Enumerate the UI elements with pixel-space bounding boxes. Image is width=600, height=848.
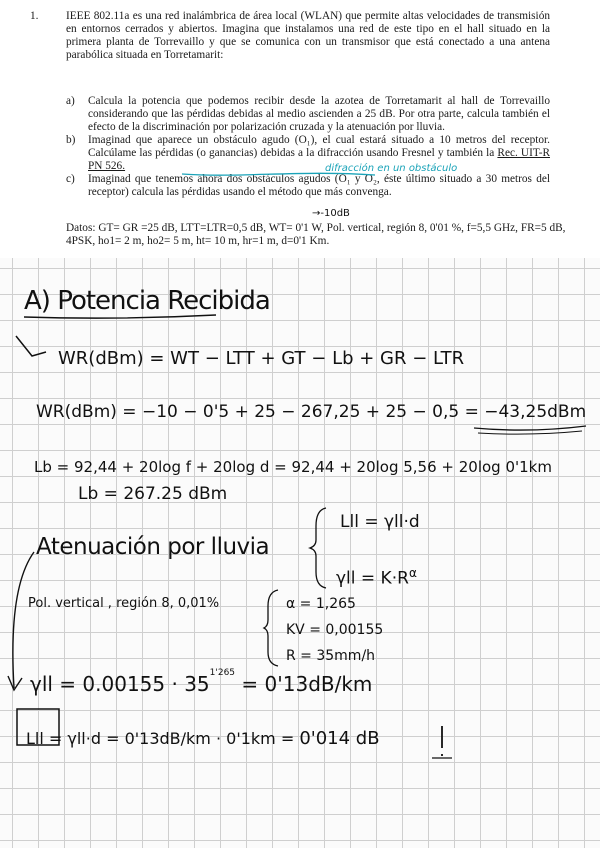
exercise-number: 1. <box>30 10 39 22</box>
item-b-label: b) <box>66 134 76 146</box>
item-c-label: c) <box>66 173 75 185</box>
rain-title: Atenuación por lluvia <box>36 534 270 560</box>
rain-exponent: α <box>408 566 417 580</box>
section-title: A) Potencia Recibida <box>24 286 270 316</box>
exercise-items <box>66 95 550 199</box>
annotation-wt: →-10dB <box>312 208 350 219</box>
final-result: 0'014 dB <box>299 728 380 749</box>
brace-params <box>262 588 282 668</box>
equation-wr-formula: WR(dBm) = WT − LTT + GT − Lb + GR − LTR <box>58 348 465 369</box>
exercise-data: Datos: GT= GR =25 dB, LTT=LTR=0,5 dB, WT= 0'1 W, Pol. vertical, región 8, 0'01 %, f=5,5 GHz, FR=5 dB, 4PSK, ho1= 2 m, ho2= 5 m, ht= 10 m, hr=1 m, d=0'1 Km. <box>66 222 566 247</box>
rain-equation-gamma <box>336 566 417 589</box>
arrow-icon <box>10 330 50 370</box>
rain-equation-attenuation: Lll = γll·d <box>340 512 420 532</box>
final-bracket <box>430 722 454 760</box>
final-equation-text: Lll = γll·d = 0'13dB/km · 0'1km = <box>26 729 300 748</box>
annotation-diffraction: difracción en un obstáculo <box>325 163 458 174</box>
gamma-equation-base: γll = 0.00155 · 35 <box>30 672 210 696</box>
exercise-intro-text: IEEE 802.11a es una red inalámbrica de área local (WLAN) que permite altas velocidades de transmisión en entornos cerrados y abiertos. Imagina que instalamos una red de este tipo en el hall situado en la primera planta de Torrevaillo y que se comunica con un transmisor que está conectado a una antena parabólica situada en Torretamarit: <box>66 10 550 61</box>
param-r: R = 35mm/h <box>286 648 376 664</box>
equation-lb-formula: Lb = 92,44 + 20log f + 20log d = 92,44 + 20log 5,56 + 20log 0'1km <box>34 458 552 476</box>
item-c-text: Imaginad que tenemos ahora dos obstáculos agudos (O₁ y O₂, éste último situado a 30 metros del receptor) calcula las pérdidas usando el método que más convenga. <box>88 173 550 198</box>
gamma-exponent: 1'265 <box>209 668 236 679</box>
param-alpha: α = 1,265 <box>286 596 356 612</box>
equation-lb-result: Lb = 267.25 dBm <box>78 484 228 504</box>
item-a <box>66 95 550 134</box>
equation-wr-values: WR(dBm) = −10 − 0'5 + 25 − 267,25 + 25 − 0,5 = <box>36 402 485 422</box>
item-b-reference: Rec. UIT-R PN 526. <box>88 147 550 172</box>
final-equation <box>26 728 380 749</box>
param-kv: KV = 0,00155 <box>286 622 384 638</box>
brace-rain <box>308 506 330 590</box>
gamma-equation-result: = 0'13dB/km <box>235 672 373 696</box>
exercise-intro <box>30 10 550 62</box>
equation-wr-result: −43,25dBm <box>484 402 587 422</box>
result-underline <box>470 424 590 436</box>
item-b-text: Imaginad que aparece un obstáculo agudo (O₁), el cual estará situado a 10 metros del receptor. Calcúlame las pérdidas (o ganancias) debidas a la difracción usando Fresnel y también la <box>88 134 550 159</box>
equation-wr-substitution <box>36 402 586 422</box>
rain-equation-gamma-text: γll = K·R <box>336 568 409 589</box>
gamma-equation <box>30 668 373 696</box>
polarization-text: Pol. vertical , región 8, 0,01% <box>28 596 220 611</box>
item-a-label: a) <box>66 95 75 107</box>
title-underline <box>20 312 220 322</box>
printed-exercise <box>0 0 600 258</box>
item-a-text: Calcula la potencia que podemos recibir desde la azotea de Torretamarit al hall de Torrevaillo considerando que las pérdidas debidas al medio ascienden a 25 dB. Por otra parte, calcula también el efecto de la discriminación por polarización cruzada y la atenuación por lluvia. <box>88 95 550 133</box>
